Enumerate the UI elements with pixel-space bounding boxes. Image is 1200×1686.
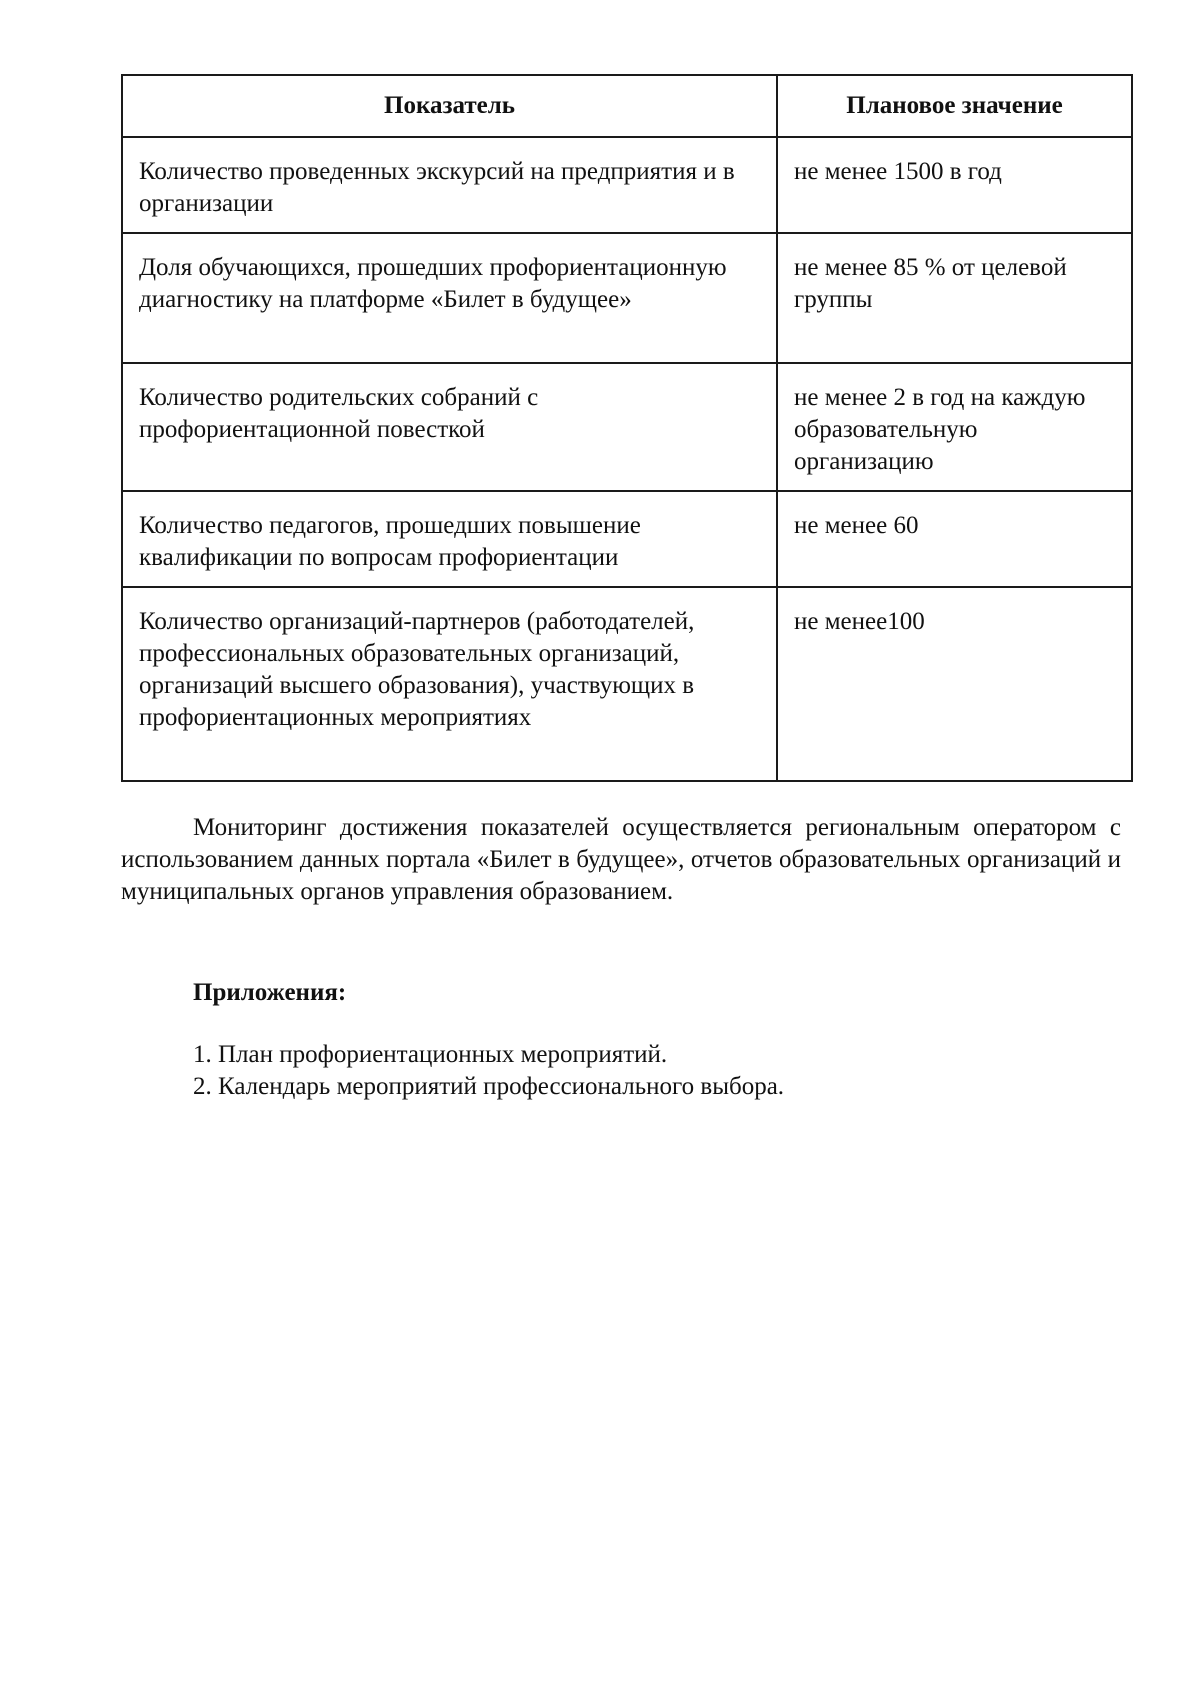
table-row bbox=[122, 587, 1132, 781]
planned-value-cell: не менее 60 bbox=[777, 491, 1132, 587]
planned-value-cell: не менее 1500 в год bbox=[777, 137, 1132, 233]
table-row bbox=[122, 233, 1132, 363]
table-header-row bbox=[122, 75, 1132, 137]
column-header-planned-value: Плановое значение bbox=[777, 75, 1132, 137]
planned-value-cell: не менее 2 в год на каждую образовательную организацию bbox=[777, 363, 1132, 491]
column-header-indicator: Показатель bbox=[122, 75, 777, 137]
indicators-table bbox=[121, 74, 1133, 782]
monitoring-paragraph: Мониторинг достижения показателей осуществляется региональным оператором с использованием данных портала «Билет в будущее», отчетов образовательных организаций и муниципальных органов управления образованием. bbox=[121, 814, 1121, 905]
indicator-cell: Количество родительских собраний с профориентационной повесткой bbox=[122, 363, 777, 491]
indicator-cell: Количество проведенных экскурсий на предприятия и в организации bbox=[122, 137, 777, 233]
list-item: 2. Календарь мероприятий профессионального выбора. bbox=[193, 1073, 785, 1100]
appendix-list bbox=[193, 1039, 784, 1103]
table-row bbox=[122, 491, 1132, 587]
table-row bbox=[122, 137, 1132, 233]
table-row bbox=[122, 363, 1132, 491]
planned-value-cell: не менее100 bbox=[777, 587, 1132, 781]
indicator-cell: Количество организаций-партнеров (работодателей, профессиональных образовательных организаций, организаций высшего образования), участвующих в профориентационных мероприятиях bbox=[122, 587, 777, 781]
planned-value-cell: не менее 85 % от целевой группы bbox=[777, 233, 1132, 363]
list-item: 1. План профориентационных мероприятий. bbox=[193, 1041, 668, 1068]
indicator-cell: Количество педагогов, прошедших повышение квалификации по вопросам профориентации bbox=[122, 491, 777, 587]
indicator-cell: Доля обучающихся, прошедших профориентационную диагностику на платформе «Билет в будущее» bbox=[122, 233, 777, 363]
appendix-heading: Приложения: bbox=[193, 979, 347, 1006]
